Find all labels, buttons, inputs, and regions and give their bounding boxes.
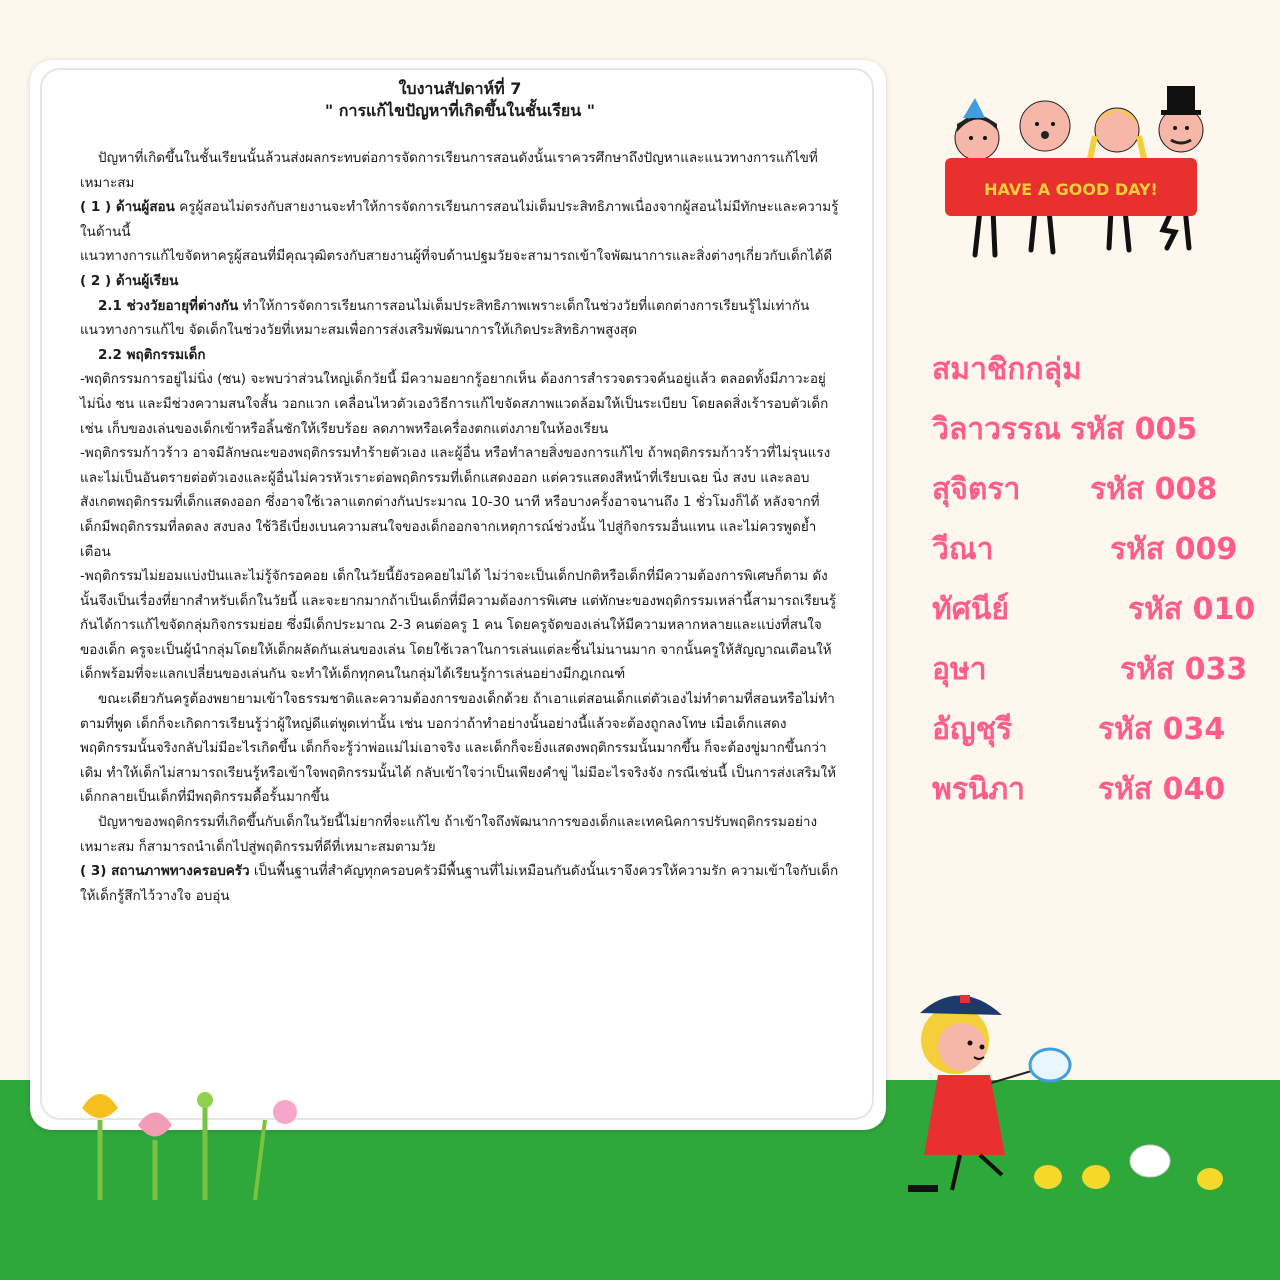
member-list <box>932 340 1262 820</box>
member-code: รหัส 033 <box>1120 652 1248 687</box>
worksheet-subtitle: " การแก้ไขปัญหาที่เกิดขึ้นในชั้นเรียน " <box>324 101 596 120</box>
member-list-heading: สมาชิกกลุ่ม <box>932 352 1082 387</box>
member-name: วีณา <box>932 532 994 567</box>
member-row <box>932 520 1262 580</box>
behavior-restless: -พฤติกรรมการอยู่ไม่นิ่ง (ซน) จะพบว่าส่วนใหญ่เด็กวัยนี้ มีความอยากรู้อยากเห็น ต้องการสำรวจตรวจค้นอยู่แล้ว ตลอดทั้งมีภาวะอยู่ไม่นิ่ง ซน และมีช่วงความสนใจสั้น วอกแวก เคลื่อนไหวตัวเองวิธีการแก้ไขจัดสภาพแวดล้อมให้เป็นระเบียบ โดยลดสิ่งเร้ารอบตัวเด็ก เช่น เก็บของเล่นของเด็กเข้าหรือลิ้นชักให้เรียบร้อย ลดภาพหรือเครื่องตกแต่งภายในห้องเรียน <box>80 371 829 437</box>
member-row <box>932 700 1262 760</box>
member-row <box>932 580 1262 640</box>
section-1-text: ครูผู้สอนไม่ตรงกับสายงานจะทำให้การจัดการเรียนการสอนไม่เต็มประสิทธิภาพเนื่องจากผู้สอนไม่มีทักษะและความรู้ในด้านนี้ <box>80 199 839 240</box>
section-3-heading: ( 3) สถานภาพทางครอบครัว <box>80 863 250 880</box>
member-code: รหัส 005 <box>1070 412 1198 447</box>
member-code: รหัส 040 <box>1098 772 1226 807</box>
member-name: ทัศนีย์ <box>932 592 1009 627</box>
kids-banner-illustration <box>935 80 1205 260</box>
section-1-heading: ( 1 ) ด้านผู้สอน <box>80 199 175 216</box>
member-row <box>932 460 1262 520</box>
member-row <box>932 760 1262 820</box>
flowers-illustration <box>60 1080 320 1200</box>
section-1-solution: แนวทางการแก้ไขจัดหาครูผู้สอนที่มีคุณวุฒิตรงกับสายงานผู้ที่จบด้านปฐมวัยจะสามารถเข้าใจพัฒนาการและสิ่งต่างๆเกี่ยวกับเด็กได้ดี <box>80 248 833 265</box>
member-name: พรนิภา <box>932 772 1026 807</box>
member-row <box>932 640 1262 700</box>
section-1 <box>80 195 840 244</box>
member-name: อัญชุรี <box>932 712 1013 747</box>
teacher-understanding: ขณะเดียวกันครูต้องพยายามเข้าใจธรรมชาติและความต้องการของเด็กด้วย ถ้าเอาแต่สอนเด็กแต่ตัวเองไม่ทำตามที่สอนหรือไม่ทำตามที่พูด เด็กก็จะเกิดการเรียนรู้ว่าผู้ใหญ่ดีแต่พูดเท่านั้น เช่น บอกว่าถ้าทำอย่างนั้นอย่างนี้แล้วจะต้องถูกลงโทษ เมื่อเด็กแสดงพฤติกรรมนั้นจริงกลับไม่มีอะไรเกิดขึ้น เด็กก็จะรู้ว่าพ่อแม่ไม่เอาจริง และเด็กก็จะยิ่งแสดงพฤติกรรมนั้นมากขึ้น ก็จะต้องขู่มากขึ้นกว่าเดิม ทำให้เด็กไม่สามารถเรียนรู้หรือเข้าใจพฤติกรรมนั้นได้ กลับเข้าใจว่าเป็นเพียงคำขู่ ไม่มีอะไรจริงจัง กรณีเช่นนี้ เป็นการส่งเสริมให้เด็กกลายเป็นเด็กที่มีพฤติกรรมดื้อรั้นมากขึ้น <box>80 691 837 806</box>
worksheet-document <box>80 78 840 908</box>
member-name: อุษา <box>932 652 987 687</box>
girl-with-net-illustration <box>890 985 1230 1215</box>
svg-text:HAVE A GOOD DAY!: HAVE A GOOD DAY! <box>984 180 1158 199</box>
member-code: รหัส 009 <box>1110 532 1238 567</box>
member-row <box>932 400 1262 460</box>
member-name: สุจิตรา <box>932 472 1021 507</box>
member-code: รหัส 034 <box>1098 712 1226 747</box>
section-2-heading: ( 2 ) ด้านผู้เรียน <box>80 272 179 289</box>
intro-paragraph: ปัญหาที่เกิดขึ้นในชั้นเรียนนั้นล้วนส่งผลกระทบต่อการจัดการเรียนการสอนดังนั้นเราควรศึกษาถึงปัญหาและแนวทางการแก้ไขที่เหมาะสม <box>80 150 818 191</box>
section-3 <box>80 859 840 908</box>
behavior-summary: ปัญหาของพฤติกรรมที่เกิดขึ้นกับเด็กในวัยนี้ไม่ยากที่จะแก้ไข ถ้าเข้าใจถึงพัฒนาการของเด็กและเทคนิคการปรับพฤติกรรมอย่างเหมาะสม ก็สามารถนำเด็กไปสู่พฤติกรรมที่ดีที่เหมาะสมตามวัย <box>80 814 818 855</box>
section-2-1-text: ทำให้การจัดการเรียนการสอนไม่เต็มประสิทธิภาพเพราะเด็กในช่วงวัยที่แตกต่างการเรียนรู้ไม่เท่ากัน แนวทางการแก้ไข จัดเด็กในช่วงวัยที่เหมาะสมเพื่อการส่งเสริมพัฒนาการให้เกิดประสิทธิภาพสูงสุด <box>80 297 810 339</box>
section-2-2-heading: 2.2 พฤติกรรมเด็ก <box>98 346 206 363</box>
section-2-1 <box>80 294 840 343</box>
behavior-aggressive: -พฤติกรรมก้าวร้าว อาจมีลักษณะของพฤติกรรมทำร้ายตัวเอง และผู้อื่น หรือทำลายสิ่งของการแก้ไข ถ้าพฤติกรรมก้าวร้าวที่ไม่รุนแรง และไม่เป็นอันตรายต่อตัวเองและผู้อื่นไม่ควรหัวเราะต่อพฤติกรรมที่เด็กแสดงออก แต่ควรแสดงสีหน้าที่เรียบเฉย นิ่ง สงบ และลอบสังเกตพฤติกรรมที่เด็กแสดงออก ซึ่งอาจใช้เวลาแตกต่างกันประมาณ 10-30 นาที หรือบางครั้งอาจนานถึง 1 ชั่วโมงก็ได้ หลังจากที่เด็กมีพฤติกรรมที่ลดลง สงบลง ใช้วิธีเบี่ยงเบนความสนใจของเด็กออกจากเหตุการณ์ช่วงนั้น ไปสู่กิจกรรมอื่นแทน และไม่ควรพูดย้ำเตือน <box>80 445 831 560</box>
section-2-1-heading: 2.1 ช่วงวัยอายุที่ต่างกัน <box>98 297 239 314</box>
section-3-text: เป็นพื้นฐานที่สำคัญทุกครอบครัวมีพื้นฐานที่ไม่เหมือนกันดังนั้นเราจึงควรให้ความรัก ความเข้าใจกับเด็กให้เด็กรู้สึกไว้วางใจ อบอุ่น <box>80 863 839 904</box>
member-name: วิลาวรรณ <box>932 412 1061 447</box>
behavior-sharing: -พฤติกรรมไม่ยอมแบ่งปันและไม่รู้จักรอคอย เด็กในวัยนี้ยังรอคอยไม่ได้ ไม่ว่าจะเป็นเด็กปกติหรือเด็กที่มีความต้องการพิเศษก็ตาม ดังนั้นจึงเป็นเรื่องที่ยากสำหรับเด็กในวัยนี้ และจะยากมากถ้าเป็นเด็กที่มีความต้องการพิเศษ แต่ทักษะของพฤติกรรมเหล่านี้สามารถเรียนรู้กันได้การแก้ไขจัดกลุ่มกิจกรรมย่อย ซึ่งมีเด็กประมาณ 2-3 คนต่อครู 1 คน โดยครูจัดของเล่นให้มีความหลากหลายและแบ่งที่สนใจของเด็ก ครูจะเป็นผู้นำกลุ่มโดยให้เด็กผลัดกันเล่นของเล่น โดยใช้เวลาในการเล่นแต่ละชิ้นไม่นานมาก จากนั้นครูให้สัญญาณเตือนให้เด็กพร้อมที่จะแลกเปลี่ยนของเล่นกัน จะทำให้เด็กทุกคนในกลุ่มได้เรียนรู้การเล่นอย่างมีกฎเกณฑ์ <box>80 568 837 683</box>
member-code: รหัส 010 <box>1128 592 1256 627</box>
member-code: รหัส 008 <box>1090 472 1218 507</box>
worksheet-title: ใบงานสัปดาห์ที่ 7 <box>398 79 522 98</box>
